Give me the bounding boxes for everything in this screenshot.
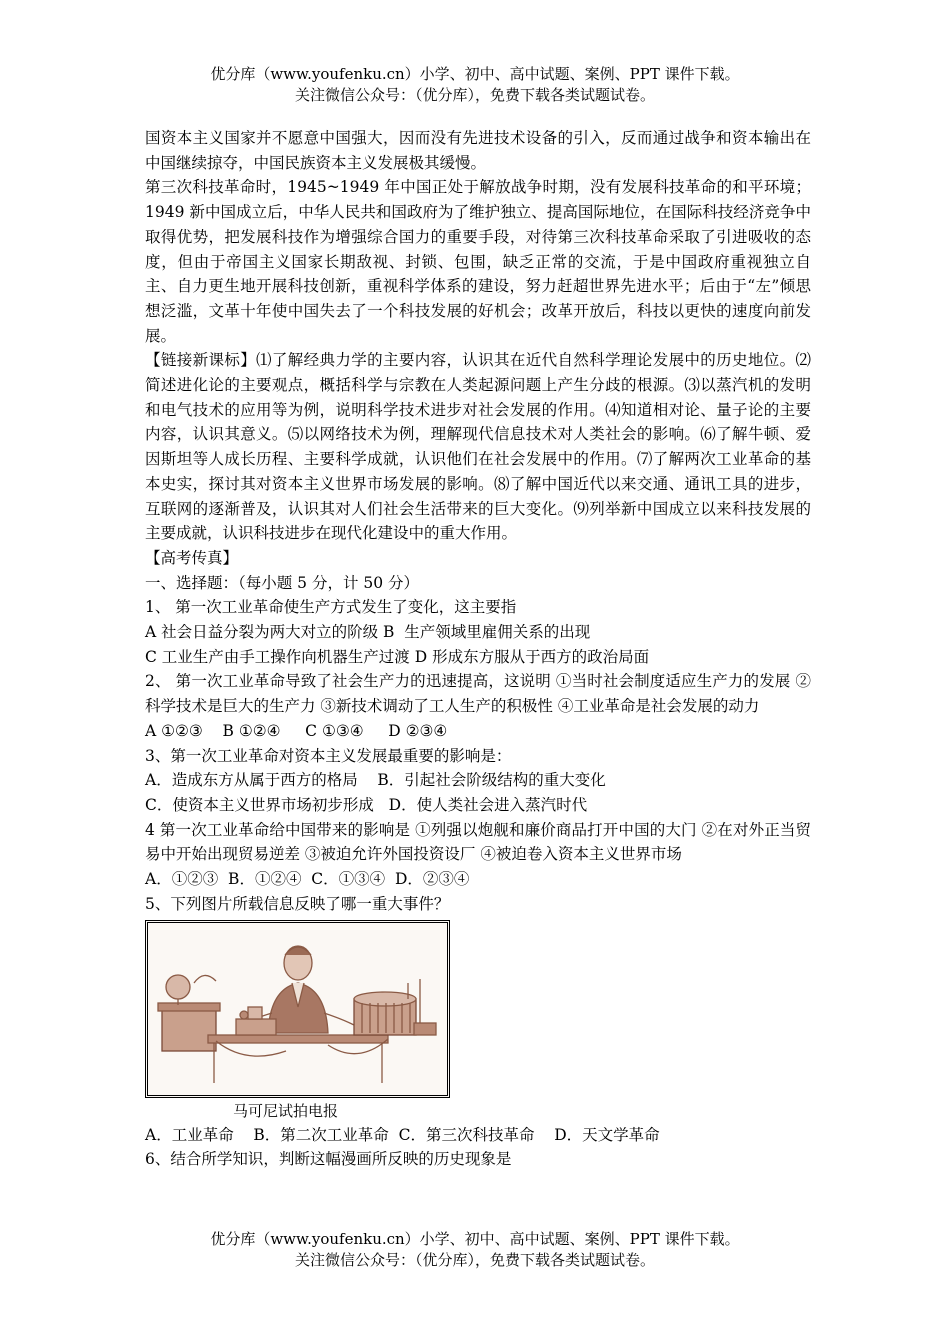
header-line-1: 优分库（www.youfenku.cn）小学、初中、高中试题、案例、PPT 课件下载。 — [210, 65, 740, 83]
paragraph-capitalism-china: 国资本主义国家并不愿意中国强大，因而没有先进技术设备的引入，反而通过战争和资本输出在中国继续掠夺，中国民族资本主义发展极其缓慢。 — [145, 129, 811, 172]
marconi-illustration-drawing — [148, 923, 447, 1095]
question-stem: 4 第一次工业革命给中国带来的影响是 ①列强以炮舰和廉价商品打开中国的大门 ②在对外正当贸易中开始出现贸易逆差 ③被迫允许外国投资设厂 ④被迫卷入资本主义世界市场 — [145, 820, 811, 864]
question-5 — [145, 892, 811, 1147]
question-options: C 工业生产由手工操作向机器生产过渡 D 形成东方服从于西方的政治局面 — [145, 647, 650, 666]
header-line-2: 关注微信公众号：（优分库），免费下载各类试题试卷。 — [294, 86, 655, 104]
question-stem: 6、结合所学知识，判断这幅漫画所反映的历史现象是 — [145, 1150, 512, 1169]
question-options: A．①②③ B．①②④ C．①③④ D．②③④ — [145, 870, 470, 889]
marconi-telegraph-illustration — [145, 920, 450, 1098]
question-stem: 5、下列图片所载信息反映了哪一重大事件？ — [145, 894, 450, 913]
page-header — [0, 64, 950, 106]
question-2 — [145, 669, 811, 743]
question-options: A．工业革命 B．第二次工业革命 C．第三次科技革命 D．天文学革命 — [145, 1125, 660, 1144]
question-3 — [145, 744, 811, 818]
paragraph-new-curriculum-link: 【链接新课标】⑴了解经典力学的主要内容，认识其在近代自然科学理论发展中的历史地位。⑵简述进化论的主要观点，概括科学与宗教在人类起源问题上产生分歧的根源。⑶以蒸汽机的发明和电气技术的应用等为例，说明科学技术进步对社会发展的作用。⑷知道相对论、量子论的主要内容，认识其意义。⑸以网络技术为例，理解现代信息技术对人类社会的影响。⑹了解牛顿、爱因斯坦等人成长历程、主要科学成就，认识他们在社会发展中的作用。⑺了解两次工业革命的基本史实，探讨其对资本主义世界市场发展的影响。⑻了解中国近代以来交通、通讯工具的进步，互联网的逐渐普及，认识其对人们社会生活带来的巨大变化。⑼列举新中国成立以来科技发展的主要成就，认识科技进步在现代化建设中的重大作用。 — [145, 351, 811, 543]
question-4 — [145, 818, 811, 892]
question-options: A．造成东方从属于西方的格局 B．引起社会阶级结构的重大变化 — [145, 771, 606, 790]
footer-line-1: 优分库（www.youfenku.cn）小学、初中、高中试题、案例、PPT 课件下载。 — [210, 1230, 740, 1248]
page-footer — [0, 1229, 950, 1271]
question-1 — [145, 595, 811, 669]
section-gaokao-title: 【高考传真】 — [145, 548, 239, 567]
question-stem: 2、 第一次工业革命导致了社会生产力的迅速提高，这说明 ①当时社会制度适应生产力的发展 ②科学技术是巨大的生产力 ③新技术调动了工人生产的积极性 ④工业革命是社会发展的动力 — [145, 672, 811, 716]
document-body — [145, 126, 811, 1172]
question-6 — [145, 1147, 811, 1172]
question-stem: 1、 第一次工业革命使生产方式发生了变化，这主要指 — [145, 598, 517, 617]
question-options: C．使资本主义世界市场初步形成 D．使人类社会进入蒸汽时代 — [145, 795, 588, 814]
section-choice-title: 一、选择题：（每小题 5 分，计 50 分） — [145, 573, 420, 592]
question-stem: 3、第一次工业革命对资本主义发展最重要的影响是： — [145, 746, 512, 765]
question-options: A ①②③ B ①②④ C ①③④ D ②③④ — [145, 721, 448, 740]
question-options: A 社会日益分裂为两大对立的阶级 B 生产领域里雇佣关系的出现 — [145, 623, 591, 642]
footer-line-2: 关注微信公众号：（优分库），免费下载各类试题试卷。 — [294, 1251, 655, 1269]
image-caption: 马可尼试拍电报 — [233, 1101, 339, 1120]
paragraph-third-tech-revolution: 第三次科技革命时，1945~1949 年中国正处于解放战争时期，没有发展科技革命的和平环境；1949 新中国成立后，中华人民共和国政府为了维护独立、提高国际地位，在国际科技经济竞争中取得优势，把发展科技作为增强综合国力的重要手段，对待第三次科技革命采取了引进吸收的态度，但由于帝国主义国家长期敌视、封锁、包围，缺乏正常的交流，于是中国政府重视独立自主、自力更生地开展科技创新，重视科学体系的建设，努力赶超世界先进水平；后由于“左”倾思想泛滥，文革十年使中国失去了一个科技发展的好机会；改革开放后，科技以更快的速度向前发展。 — [145, 178, 811, 345]
